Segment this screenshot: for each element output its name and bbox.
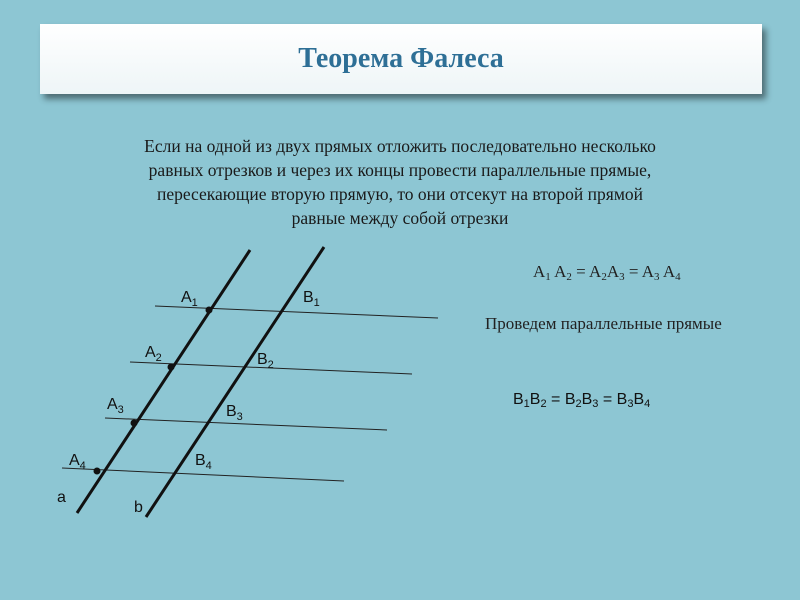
eq-b-sub: 2 [575,398,582,410]
label-line-b: b [134,499,143,516]
line-b [146,247,324,517]
eq-a-part: A [606,262,620,281]
eq-b-sub: 1 [523,398,530,410]
eq-b-part: = B [546,391,576,408]
eq-a-sub: 2 [601,271,607,283]
eq-a-sub: 1 [545,271,551,283]
label-b2: $B_2$ [257,351,274,371]
eq-a-sub: 2 [566,271,572,283]
label-a2: $A_2$ [145,344,162,364]
eq-b-part: B [513,391,524,408]
point-a2 [168,364,175,371]
label-b3: $B_3$ [226,403,243,423]
eq-b-sub: 3 [627,398,634,410]
eq-b-sub: 3 [592,398,599,410]
line-a [77,250,250,513]
label-a3: $A_3$ [107,396,124,416]
statement-line-2: равных отрезков и через их концы провести параллельные прямые, [148,160,652,180]
eq-a-sub: 3 [619,271,625,283]
eq-b-part: B [529,391,541,408]
label-b4: $B_4$ [195,452,212,472]
statement-line-3: пересекающие вторую прямую, то они отсекут на второй прямой [156,184,644,204]
statement-line-1: Если на одной из двух прямых отложить последовательно несколько [144,136,656,156]
point-a1 [206,307,213,314]
eq-b-part: B [633,391,645,408]
eq-a-part: A [550,262,567,281]
slide-title: Теорема Фалеса [298,43,504,74]
eq-a-part: = A [624,262,655,281]
statement-line-4: равные между собой отрезки [291,208,509,228]
eq-a-part: A [659,262,676,281]
eq-b-part: B [581,391,593,408]
point-a3 [131,420,138,427]
eq-b-sub: 2 [540,398,547,410]
parallel-lines-note: Проведем параллельные прямые [485,314,722,333]
eq-b-part: = B [598,391,628,408]
label-a1: $A_1$ [181,289,198,309]
label-line-a: a [57,489,66,506]
eq-a-sub: 3 [654,271,660,283]
eq-a-sub: 4 [675,271,681,283]
eq-a-part: = A [571,262,602,281]
label-b1: $B_1$ [303,289,320,309]
eq-a-part: A [533,262,546,281]
parallel-line-3 [105,418,387,430]
eq-b-sub: 4 [644,398,651,410]
label-a4: $A_4$ [69,452,86,472]
point-a4 [94,468,101,475]
